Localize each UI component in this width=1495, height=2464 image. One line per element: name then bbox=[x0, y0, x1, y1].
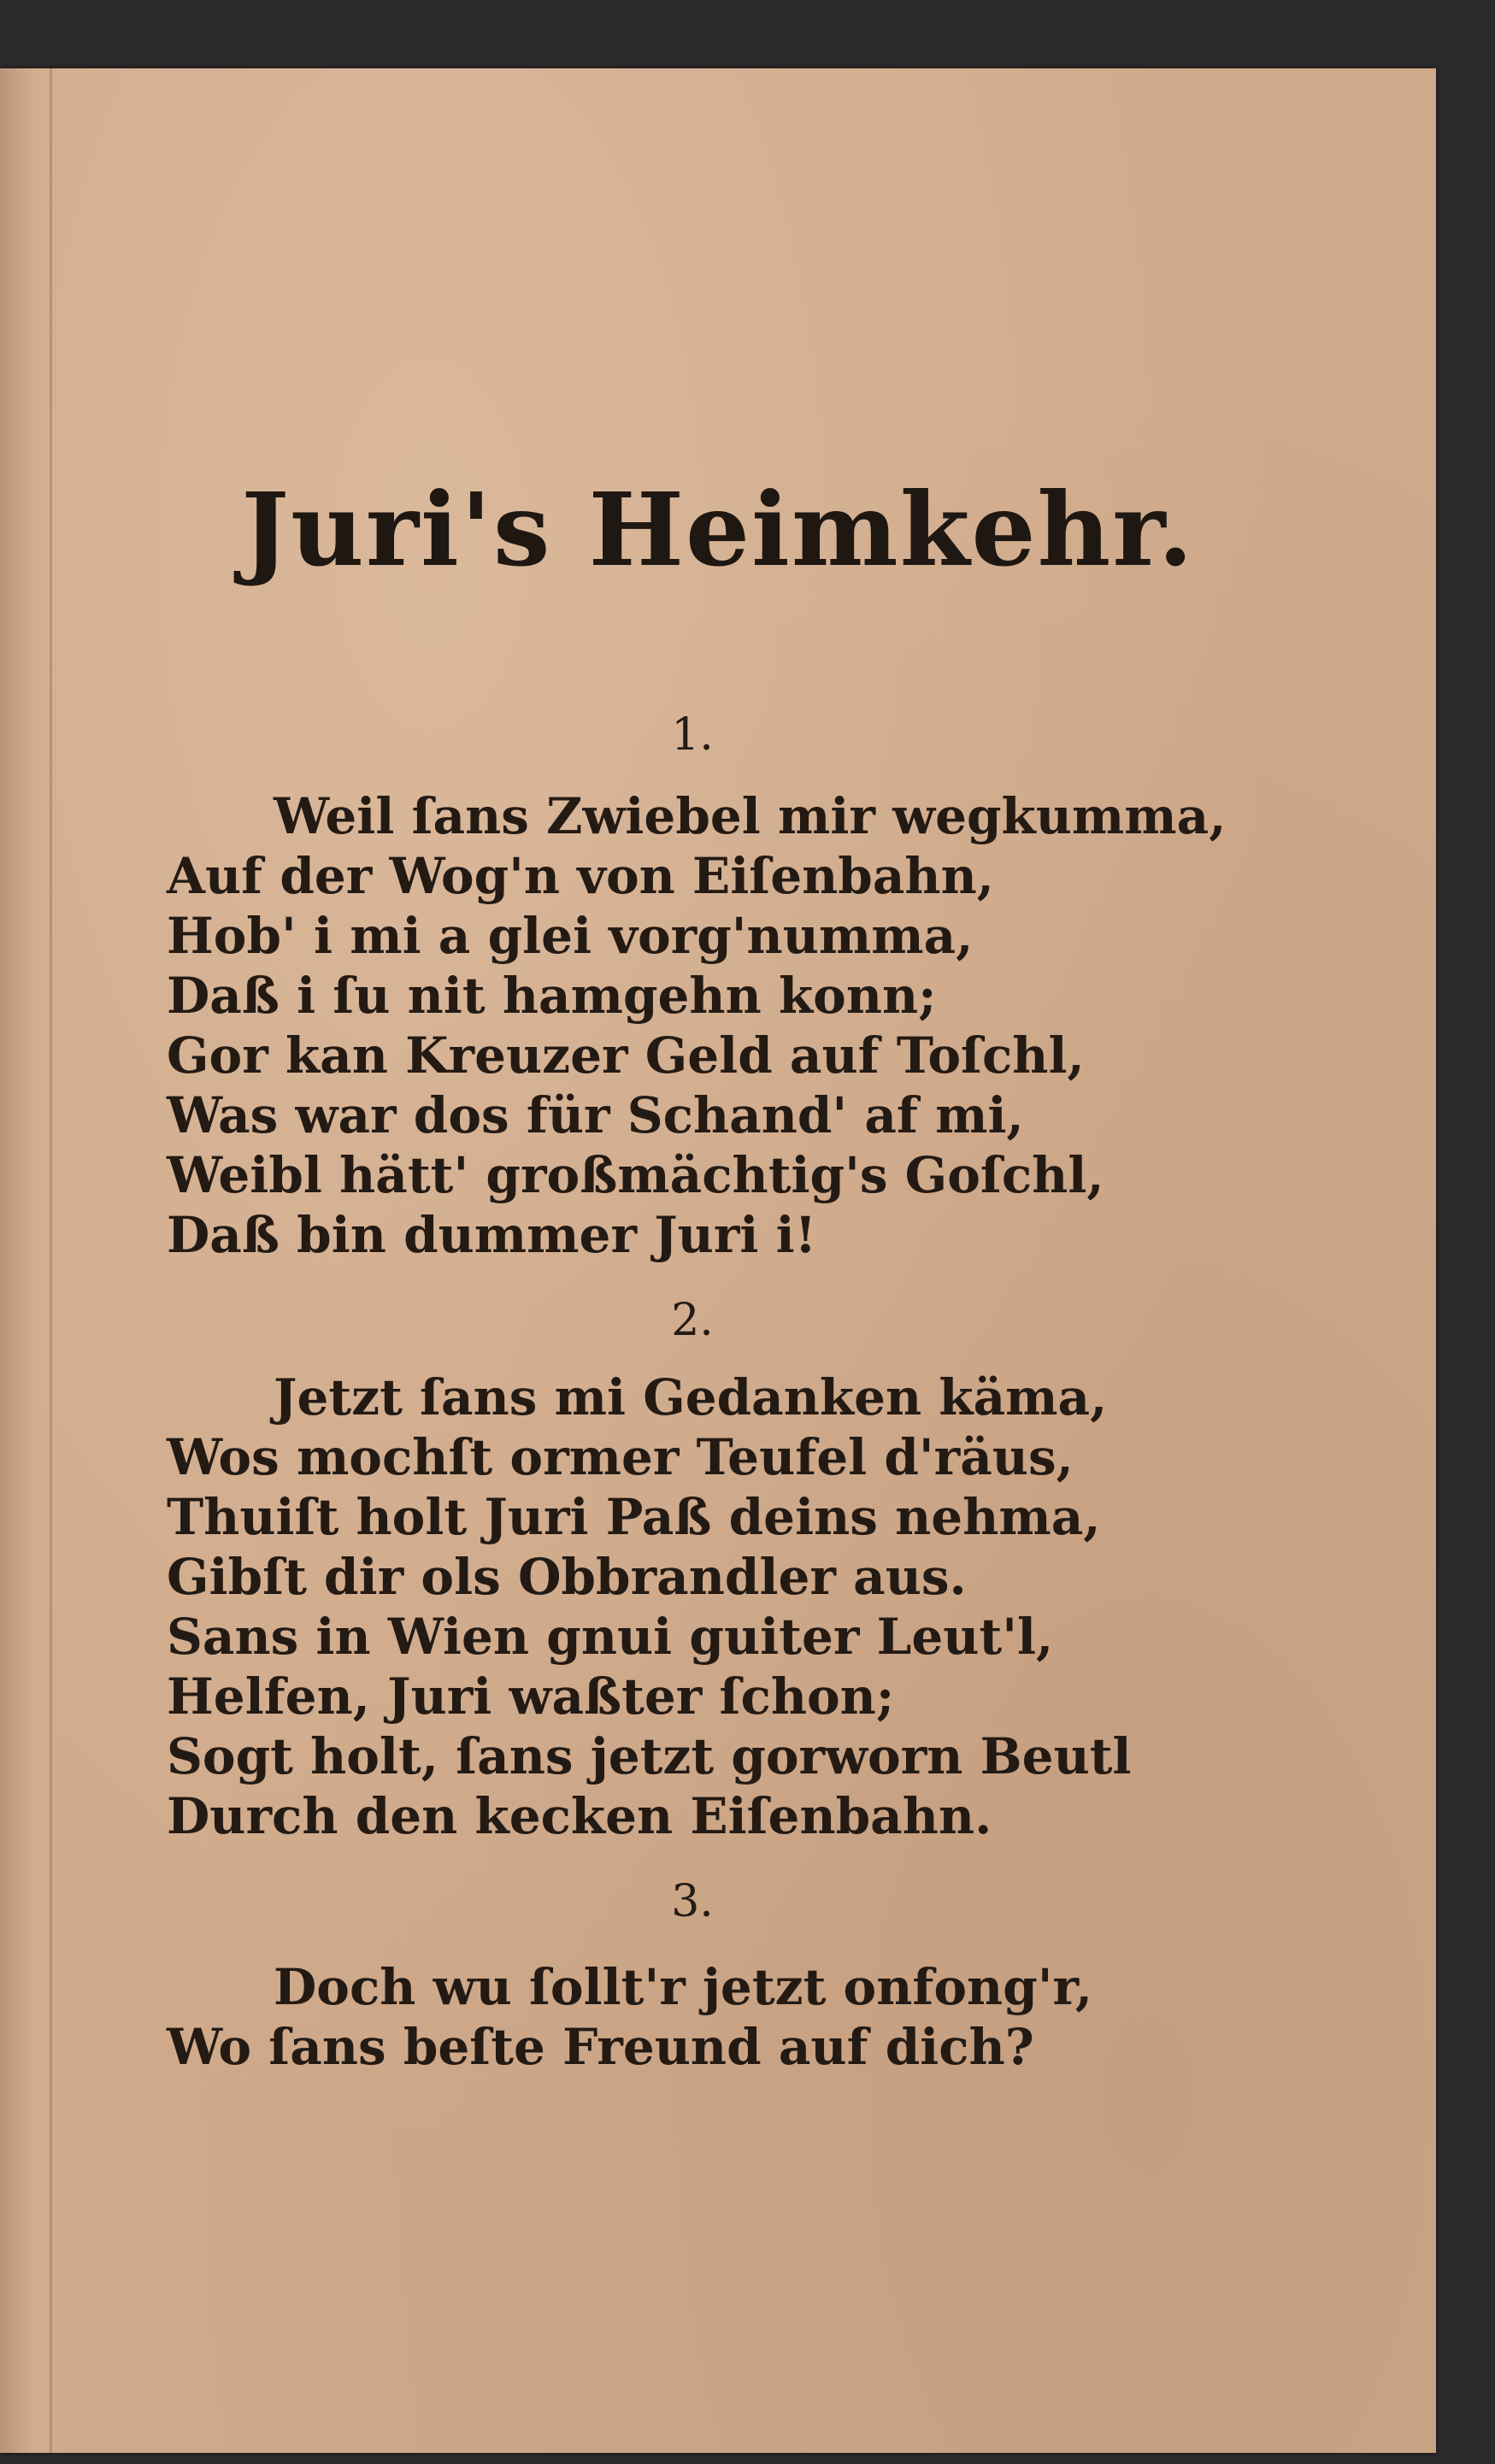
stanza-3 bbox=[167, 1957, 1278, 2077]
stanza-1-line-8: Daß bin dummer Juri i! bbox=[167, 1206, 817, 1264]
book-page bbox=[0, 68, 1436, 2453]
stanza-2-line-7: Sogt holt, ſans jetzt gorworn Beutl bbox=[167, 1727, 1132, 1785]
stanza-1-line-6: Was war dos für Schand' af mi, bbox=[167, 1086, 1024, 1144]
stanza-2-line-2: Wos mochſt ormer Teufel d'räus, bbox=[167, 1428, 1074, 1486]
stanza-2-line-5: Sans in Wien gnui guiter Leut'l, bbox=[167, 1608, 1054, 1666]
stanza-2-line-3: Thuiſt holt Juri Paß deins nehma, bbox=[167, 1488, 1101, 1546]
stanza-1-line-5: Gor kan Kreuzer Geld auf Toſchl, bbox=[167, 1026, 1085, 1085]
stanza-1-line-4: Daß i ſu nit hamgehn konn; bbox=[167, 967, 937, 1025]
stanza-2-line-8: Durch den kecken Eiſenbahn. bbox=[167, 1787, 992, 1845]
stanza-1-line-1: Weil ſans Zwiebel mir wegkumma, bbox=[274, 787, 1227, 845]
poem-title: Juri's Heimkehr. bbox=[241, 470, 1195, 589]
stanza-1-line-7: Weibl hätt' großmächtig's Goſchl, bbox=[167, 1146, 1104, 1204]
stanza-2-line-4: Gibſt dir ols Obbrandler aus. bbox=[167, 1548, 967, 1606]
stanza-number-1: 1. bbox=[671, 709, 714, 761]
stanza-1-line-2: Auf der Wog'n von Eiſenbahn, bbox=[167, 847, 994, 905]
page-fold bbox=[50, 68, 52, 2453]
stanza-2 bbox=[167, 1367, 1278, 1846]
stanza-number-3: 3. bbox=[671, 1876, 714, 1927]
stanza-1 bbox=[167, 786, 1278, 1265]
stanza-number-2: 2. bbox=[671, 1295, 714, 1346]
stanza-1-line-3: Hob' i mi a glei vorg'numma, bbox=[167, 907, 974, 965]
stanza-2-line-1: Jetzt ſans mi Gedanken käma, bbox=[274, 1368, 1108, 1426]
stanza-3-line-1: Doch wu ſollt'r jetzt onfong'r, bbox=[274, 1958, 1093, 2016]
stanza-2-line-6: Helfen, Juri waßter ſchon; bbox=[167, 1667, 895, 1726]
stanza-3-line-2: Wo ſans beſte Freund auf dich? bbox=[167, 2018, 1034, 2076]
